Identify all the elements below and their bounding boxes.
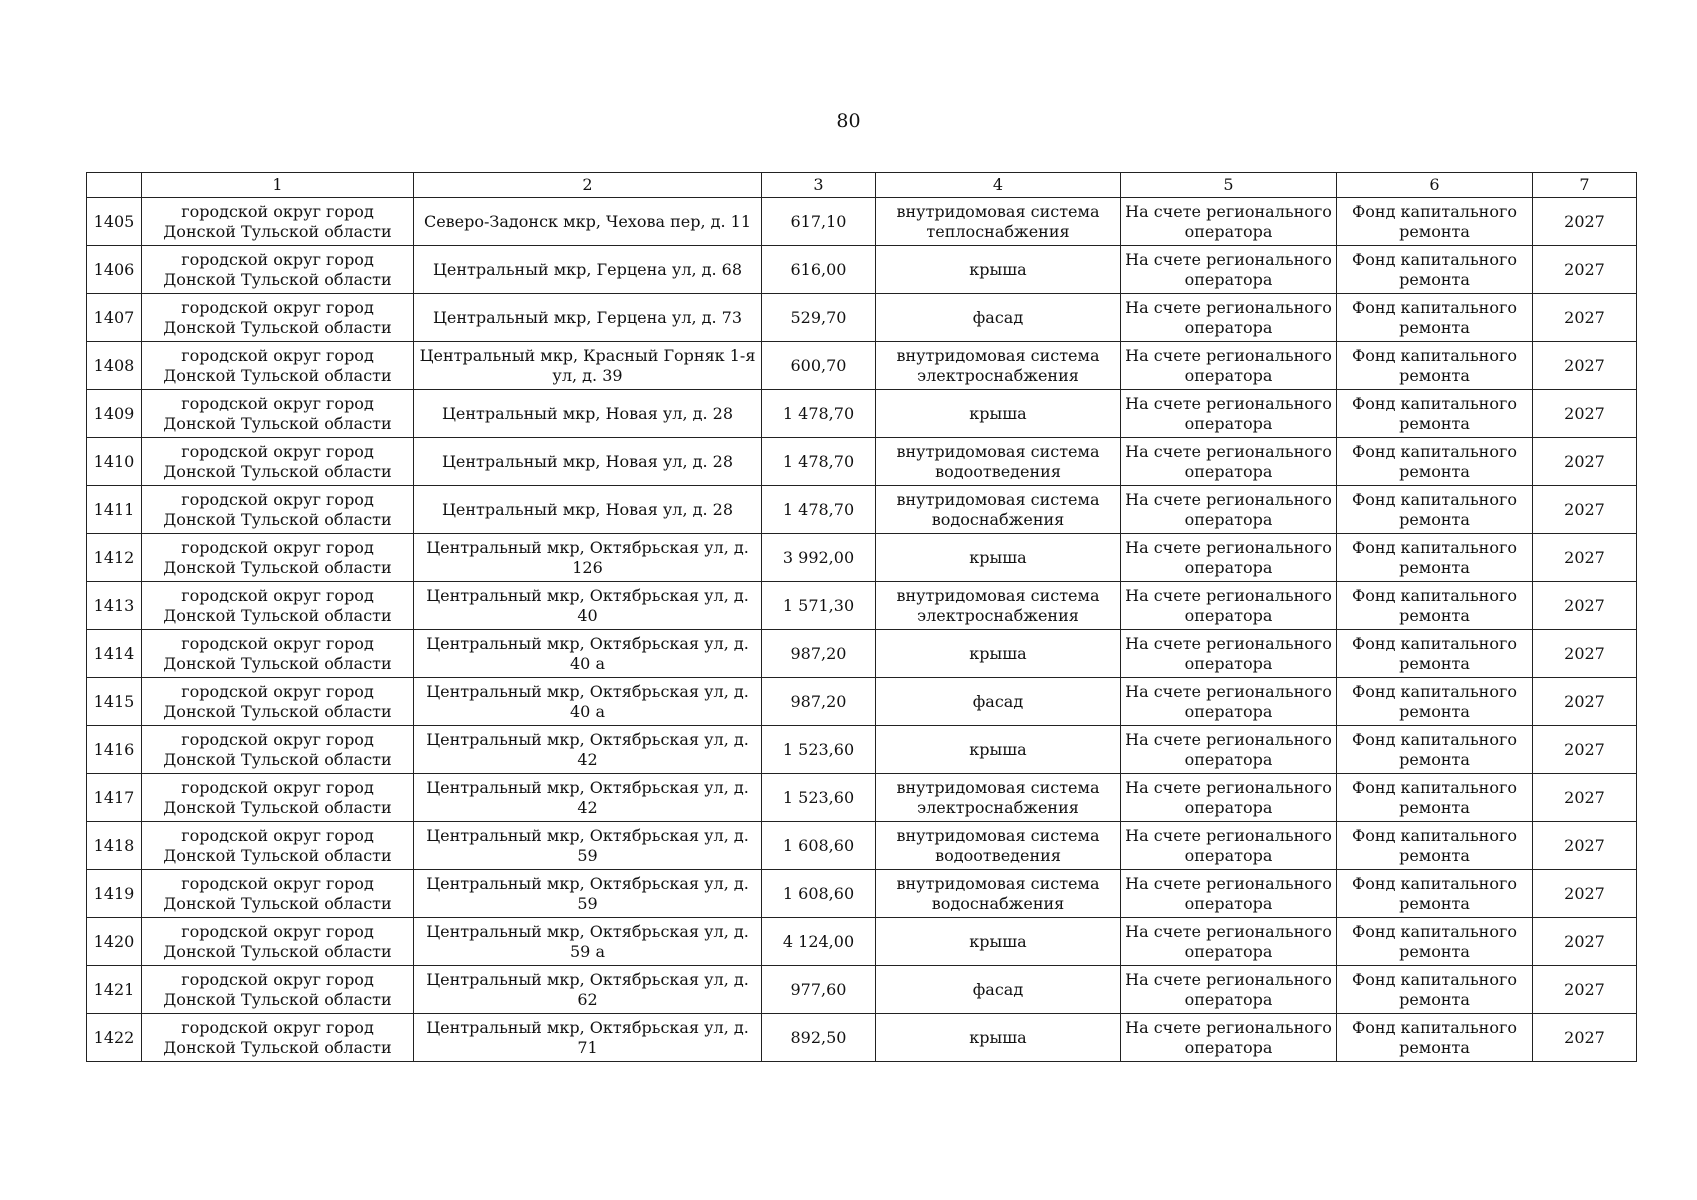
- address-cell: Центральный мкр, Октябрьская ул, д. 59: [414, 870, 762, 918]
- municipality-cell: городской округ город Донской Тульской области: [142, 966, 414, 1014]
- address-cell: Центральный мкр, Новая ул, д. 28: [414, 390, 762, 438]
- repair-element-cell: крыша: [876, 630, 1121, 678]
- table-row: [87, 198, 1637, 246]
- address-cell: Центральный мкр, Октябрьская ул, д. 71: [414, 1014, 762, 1062]
- repair-element-cell: крыша: [876, 918, 1121, 966]
- year-cell: 2027: [1533, 294, 1637, 342]
- row-number-cell: 1408: [87, 342, 142, 390]
- row-number-cell: 1420: [87, 918, 142, 966]
- area-cell: 529,70: [762, 294, 876, 342]
- table-header: [87, 173, 1637, 198]
- funding-source-cell: Фонд капитального ремонта: [1337, 630, 1533, 678]
- municipality-cell: городской округ город Донской Тульской области: [142, 630, 414, 678]
- area-cell: 1 478,70: [762, 438, 876, 486]
- year-cell: 2027: [1533, 390, 1637, 438]
- funding-source-cell: Фонд капитального ремонта: [1337, 198, 1533, 246]
- address-cell: Центральный мкр, Октябрьская ул, д. 59 а: [414, 918, 762, 966]
- year-cell: 2027: [1533, 630, 1637, 678]
- municipality-cell: городской округ город Донской Тульской области: [142, 822, 414, 870]
- row-number-cell: 1415: [87, 678, 142, 726]
- municipality-cell: городской округ город Донской Тульской области: [142, 486, 414, 534]
- header-cell-rownum: [87, 173, 142, 198]
- year-cell: 2027: [1533, 918, 1637, 966]
- address-cell: Центральный мкр, Новая ул, д. 28: [414, 438, 762, 486]
- address-cell: Центральный мкр, Октябрьская ул, д. 40 а: [414, 630, 762, 678]
- year-cell: 2027: [1533, 678, 1637, 726]
- repair-element-cell: крыша: [876, 1014, 1121, 1062]
- fund-account-cell: На счете регионального оператора: [1121, 342, 1337, 390]
- fund-account-cell: На счете регионального оператора: [1121, 870, 1337, 918]
- funding-source-cell: Фонд капитального ремонта: [1337, 342, 1533, 390]
- municipality-cell: городской округ город Донской Тульской области: [142, 1014, 414, 1062]
- address-cell: Северо-Задонск мкр, Чехова пер, д. 11: [414, 198, 762, 246]
- address-cell: Центральный мкр, Октябрьская ул, д. 42: [414, 774, 762, 822]
- municipality-cell: городской округ город Донской Тульской области: [142, 534, 414, 582]
- funding-source-cell: Фонд капитального ремонта: [1337, 486, 1533, 534]
- municipality-cell: городской округ город Донской Тульской области: [142, 774, 414, 822]
- address-cell: Центральный мкр, Новая ул, д. 28: [414, 486, 762, 534]
- row-number-cell: 1411: [87, 486, 142, 534]
- table-row: [87, 534, 1637, 582]
- header-cell-4: 4: [876, 173, 1121, 198]
- area-cell: 616,00: [762, 246, 876, 294]
- funding-source-cell: Фонд капитального ремонта: [1337, 582, 1533, 630]
- table-row: [87, 774, 1637, 822]
- fund-account-cell: На счете регионального оператора: [1121, 486, 1337, 534]
- address-cell: Центральный мкр, Октябрьская ул, д. 40 а: [414, 678, 762, 726]
- fund-account-cell: На счете регионального оператора: [1121, 390, 1337, 438]
- funding-source-cell: Фонд капитального ремонта: [1337, 294, 1533, 342]
- fund-account-cell: На счете регионального оператора: [1121, 1014, 1337, 1062]
- repair-element-cell: внутридомовая система водоснабжения: [876, 870, 1121, 918]
- header-cell-1: 1: [142, 173, 414, 198]
- row-number-cell: 1416: [87, 726, 142, 774]
- repair-element-cell: крыша: [876, 246, 1121, 294]
- row-number-cell: 1406: [87, 246, 142, 294]
- area-cell: 1 523,60: [762, 726, 876, 774]
- header-cell-2: 2: [414, 173, 762, 198]
- header-cell-7: 7: [1533, 173, 1637, 198]
- funding-source-cell: Фонд капитального ремонта: [1337, 678, 1533, 726]
- row-number-cell: 1405: [87, 198, 142, 246]
- row-number-cell: 1414: [87, 630, 142, 678]
- header-row: [87, 173, 1637, 198]
- row-number-cell: 1409: [87, 390, 142, 438]
- page-number: 80: [836, 110, 861, 132]
- fund-account-cell: На счете регионального оператора: [1121, 198, 1337, 246]
- fund-account-cell: На счете регионального оператора: [1121, 774, 1337, 822]
- repair-element-cell: фасад: [876, 678, 1121, 726]
- fund-account-cell: На счете регионального оператора: [1121, 582, 1337, 630]
- header-cell-5: 5: [1121, 173, 1337, 198]
- funding-source-cell: Фонд капитального ремонта: [1337, 918, 1533, 966]
- row-number-cell: 1413: [87, 582, 142, 630]
- area-cell: 3 992,00: [762, 534, 876, 582]
- row-number-cell: 1418: [87, 822, 142, 870]
- table-row: [87, 726, 1637, 774]
- fund-account-cell: На счете регионального оператора: [1121, 918, 1337, 966]
- repair-element-cell: внутридомовая система водоснабжения: [876, 486, 1121, 534]
- year-cell: 2027: [1533, 966, 1637, 1014]
- year-cell: 2027: [1533, 246, 1637, 294]
- fund-account-cell: На счете регионального оператора: [1121, 294, 1337, 342]
- area-cell: 892,50: [762, 1014, 876, 1062]
- area-cell: 1 478,70: [762, 390, 876, 438]
- table-row: [87, 678, 1637, 726]
- repair-element-cell: крыша: [876, 534, 1121, 582]
- capital-repair-table: [86, 172, 1637, 1062]
- repair-element-cell: фасад: [876, 294, 1121, 342]
- repair-element-cell: внутридомовая система электроснабжения: [876, 774, 1121, 822]
- municipality-cell: городской округ город Донской Тульской области: [142, 294, 414, 342]
- header-cell-3: 3: [762, 173, 876, 198]
- funding-source-cell: Фонд капитального ремонта: [1337, 966, 1533, 1014]
- area-cell: 617,10: [762, 198, 876, 246]
- area-cell: 1 608,60: [762, 822, 876, 870]
- fund-account-cell: На счете регионального оператора: [1121, 966, 1337, 1014]
- municipality-cell: городской округ город Донской Тульской области: [142, 342, 414, 390]
- table-row: [87, 486, 1637, 534]
- address-cell: Центральный мкр, Октябрьская ул, д. 126: [414, 534, 762, 582]
- fund-account-cell: На счете регионального оператора: [1121, 678, 1337, 726]
- municipality-cell: городской округ город Донской Тульской области: [142, 726, 414, 774]
- area-cell: 4 124,00: [762, 918, 876, 966]
- funding-source-cell: Фонд капитального ремонта: [1337, 246, 1533, 294]
- row-number-cell: 1419: [87, 870, 142, 918]
- municipality-cell: городской округ город Донской Тульской области: [142, 918, 414, 966]
- repair-element-cell: внутридомовая система электроснабжения: [876, 342, 1121, 390]
- fund-account-cell: На счете регионального оператора: [1121, 726, 1337, 774]
- table-row: [87, 342, 1637, 390]
- row-number-cell: 1410: [87, 438, 142, 486]
- repair-element-cell: внутридомовая система теплоснабжения: [876, 198, 1121, 246]
- funding-source-cell: Фонд капитального ремонта: [1337, 438, 1533, 486]
- row-number-cell: 1412: [87, 534, 142, 582]
- row-number-cell: 1407: [87, 294, 142, 342]
- municipality-cell: городской округ город Донской Тульской области: [142, 582, 414, 630]
- fund-account-cell: На счете регионального оператора: [1121, 822, 1337, 870]
- municipality-cell: городской округ город Донской Тульской области: [142, 390, 414, 438]
- table-row: [87, 966, 1637, 1014]
- row-number-cell: 1422: [87, 1014, 142, 1062]
- address-cell: Центральный мкр, Герцена ул, д. 73: [414, 294, 762, 342]
- municipality-cell: городской округ город Донской Тульской области: [142, 246, 414, 294]
- repair-element-cell: крыша: [876, 726, 1121, 774]
- row-number-cell: 1417: [87, 774, 142, 822]
- municipality-cell: городской округ город Донской Тульской области: [142, 438, 414, 486]
- municipality-cell: городской округ город Донской Тульской области: [142, 678, 414, 726]
- area-cell: 987,20: [762, 630, 876, 678]
- year-cell: 2027: [1533, 534, 1637, 582]
- address-cell: Центральный мкр, Октябрьская ул, д. 42: [414, 726, 762, 774]
- year-cell: 2027: [1533, 438, 1637, 486]
- area-cell: 987,20: [762, 678, 876, 726]
- repair-element-cell: внутридомовая система электроснабжения: [876, 582, 1121, 630]
- header-cell-6: 6: [1337, 173, 1533, 198]
- year-cell: 2027: [1533, 342, 1637, 390]
- address-cell: Центральный мкр, Герцена ул, д. 68: [414, 246, 762, 294]
- table-row: [87, 822, 1637, 870]
- area-cell: 600,70: [762, 342, 876, 390]
- repair-element-cell: внутридомовая система водоотведения: [876, 822, 1121, 870]
- municipality-cell: городской округ город Донской Тульской области: [142, 870, 414, 918]
- table-row: [87, 438, 1637, 486]
- table-row: [87, 582, 1637, 630]
- area-cell: 1 523,60: [762, 774, 876, 822]
- table-row: [87, 870, 1637, 918]
- table-row: [87, 1014, 1637, 1062]
- area-cell: 977,60: [762, 966, 876, 1014]
- municipality-cell: городской округ город Донской Тульской области: [142, 198, 414, 246]
- table-row: [87, 294, 1637, 342]
- fund-account-cell: На счете регионального оператора: [1121, 246, 1337, 294]
- fund-account-cell: На счете регионального оператора: [1121, 630, 1337, 678]
- table-row: [87, 246, 1637, 294]
- fund-account-cell: На счете регионального оператора: [1121, 534, 1337, 582]
- table-row: [87, 390, 1637, 438]
- funding-source-cell: Фонд капитального ремонта: [1337, 774, 1533, 822]
- repair-element-cell: внутридомовая система водоотведения: [876, 438, 1121, 486]
- table-row: [87, 630, 1637, 678]
- funding-source-cell: Фонд капитального ремонта: [1337, 390, 1533, 438]
- table-body: [87, 198, 1637, 1062]
- year-cell: 2027: [1533, 774, 1637, 822]
- address-cell: Центральный мкр, Красный Горняк 1-я ул, д. 39: [414, 342, 762, 390]
- year-cell: 2027: [1533, 486, 1637, 534]
- funding-source-cell: Фонд капитального ремонта: [1337, 822, 1533, 870]
- repair-element-cell: фасад: [876, 966, 1121, 1014]
- repair-element-cell: крыша: [876, 390, 1121, 438]
- funding-source-cell: Фонд капитального ремонта: [1337, 870, 1533, 918]
- year-cell: 2027: [1533, 1014, 1637, 1062]
- year-cell: 2027: [1533, 870, 1637, 918]
- address-cell: Центральный мкр, Октябрьская ул, д. 62: [414, 966, 762, 1014]
- row-number-cell: 1421: [87, 966, 142, 1014]
- year-cell: 2027: [1533, 198, 1637, 246]
- funding-source-cell: Фонд капитального ремонта: [1337, 534, 1533, 582]
- area-cell: 1 571,30: [762, 582, 876, 630]
- address-cell: Центральный мкр, Октябрьская ул, д. 59: [414, 822, 762, 870]
- year-cell: 2027: [1533, 822, 1637, 870]
- area-cell: 1 608,60: [762, 870, 876, 918]
- area-cell: 1 478,70: [762, 486, 876, 534]
- funding-source-cell: Фонд капитального ремонта: [1337, 726, 1533, 774]
- year-cell: 2027: [1533, 582, 1637, 630]
- address-cell: Центральный мкр, Октябрьская ул, д. 40: [414, 582, 762, 630]
- table-row: [87, 918, 1637, 966]
- year-cell: 2027: [1533, 726, 1637, 774]
- fund-account-cell: На счете регионального оператора: [1121, 438, 1337, 486]
- funding-source-cell: Фонд капитального ремонта: [1337, 1014, 1533, 1062]
